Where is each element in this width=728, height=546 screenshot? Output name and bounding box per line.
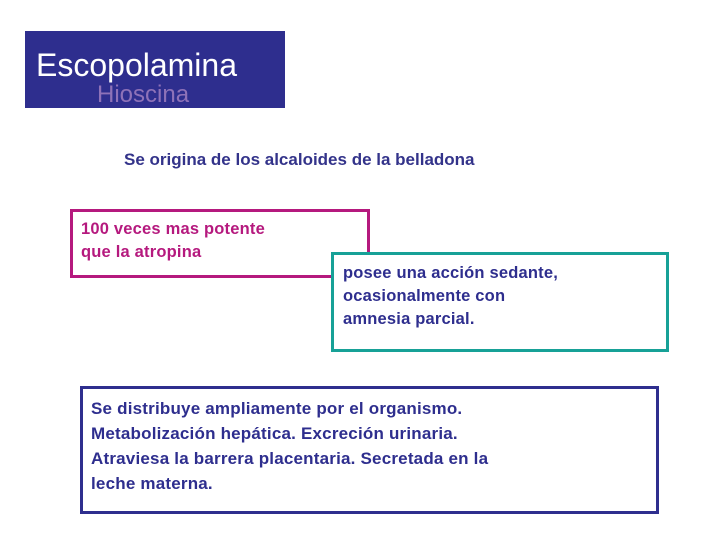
pharmacokinetics-line: leche materna.: [91, 474, 213, 493]
sedative-line: posee una acción sedante,: [343, 264, 558, 282]
pharmacokinetics-line: Se distribuye ampliamente por el organismo.: [91, 399, 463, 418]
slide-title: Escopolamina: [36, 47, 237, 83]
slide-subtitle: Se origina de los alcaloides de la belladona: [124, 150, 475, 169]
title-banner: [25, 31, 285, 108]
sedative-effect-box: [331, 252, 669, 352]
pharmacokinetics-line: Metabolización hepática. Excreción urinaria.: [91, 424, 458, 443]
pharmacokinetics-line: Atraviesa la barrera placentaria. Secretada en la: [91, 449, 489, 468]
sedative-line: amnesia parcial.: [343, 310, 475, 328]
sedative-line: ocasionalmente con: [343, 287, 506, 305]
potency-line: que la atropina: [81, 243, 202, 261]
pharmacokinetics-box: [80, 386, 659, 514]
title-ghost-text: Hioscina: [97, 81, 190, 108]
potency-note-box: [70, 209, 370, 278]
potency-line: 100 veces mas potente: [81, 220, 265, 238]
